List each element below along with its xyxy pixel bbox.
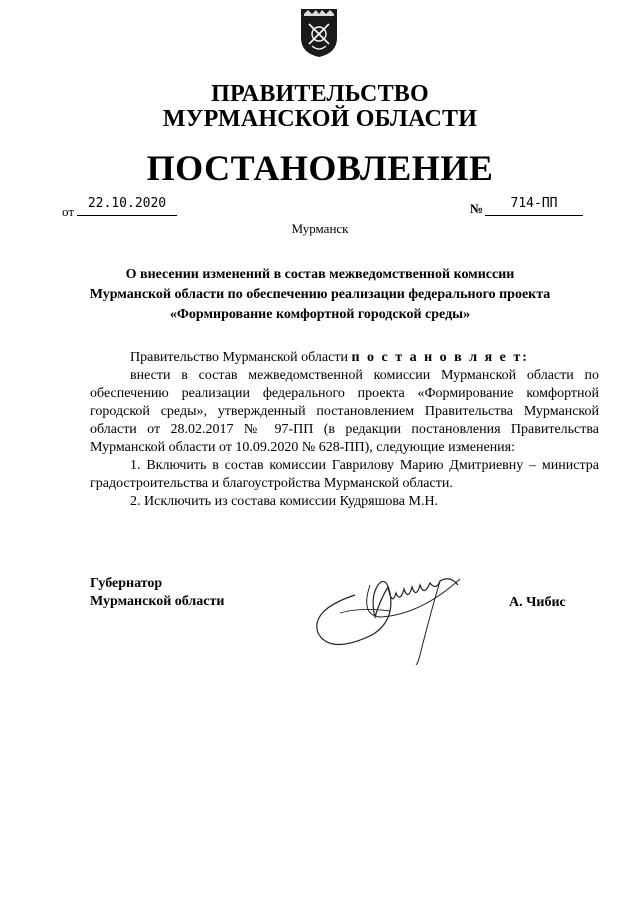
org-name-line2: МУРМАНСКОЙ ОБЛАСТИ (162, 106, 478, 132)
signatory-title-line2: Мурманской области (90, 594, 225, 609)
document-type: ПОСТАНОВЛЕНИЕ (146, 148, 494, 188)
coat-of-arms-icon (300, 8, 338, 58)
signatory-title-line1: Губернатор (90, 576, 163, 591)
subject-line3: «Формирование комфортной городской среды» (169, 307, 471, 322)
date-prefix: от (62, 204, 75, 219)
city: Мурманск (291, 221, 349, 236)
main-paragraph: внести в состав межведомственной комиссии Мурманской области по обеспечению реализации федерального проекта «Формирование комфортной городской среды», утвержденный постановлением Правительства Мурманской области от 28.02.2017 № 97-ПП (в редакции постановления Правительства Мурманской области от 10.09.2020 № 628-ПП), следующие изменения: (90, 368, 599, 455)
document-number: 714-ПП (485, 193, 583, 216)
subject-line1: О внесении изменений в состав межведомственной комиссии (125, 267, 515, 282)
document-subject (60, 265, 580, 325)
document-date: 22.10.2020 (77, 193, 177, 216)
org-name-line1: ПРАВИТЕЛЬСТВО (211, 81, 429, 107)
list-item-1: 1. Включить в состав комиссии Гаврилову Марию Дмитриевну – министра градостроительства и благоустройства Мурманской области. (90, 458, 599, 491)
intro-text: Правительство Мурманской области (130, 350, 348, 365)
subject-line2: Мурманской области по обеспечению реализации федерального проекта (89, 287, 551, 302)
signatory-name: А. Чибис (509, 595, 566, 610)
list-item-2: 2. Исключить из состава комиссии Кудряшова М.Н. (130, 494, 439, 509)
document-body (90, 349, 599, 511)
signatory-title (90, 575, 224, 611)
intro-paragraph (90, 349, 599, 367)
handwritten-signature (300, 555, 475, 665)
number-prefix: № (470, 201, 484, 216)
intro-decree-word: п о с т а н о в л я е т: (351, 350, 529, 365)
